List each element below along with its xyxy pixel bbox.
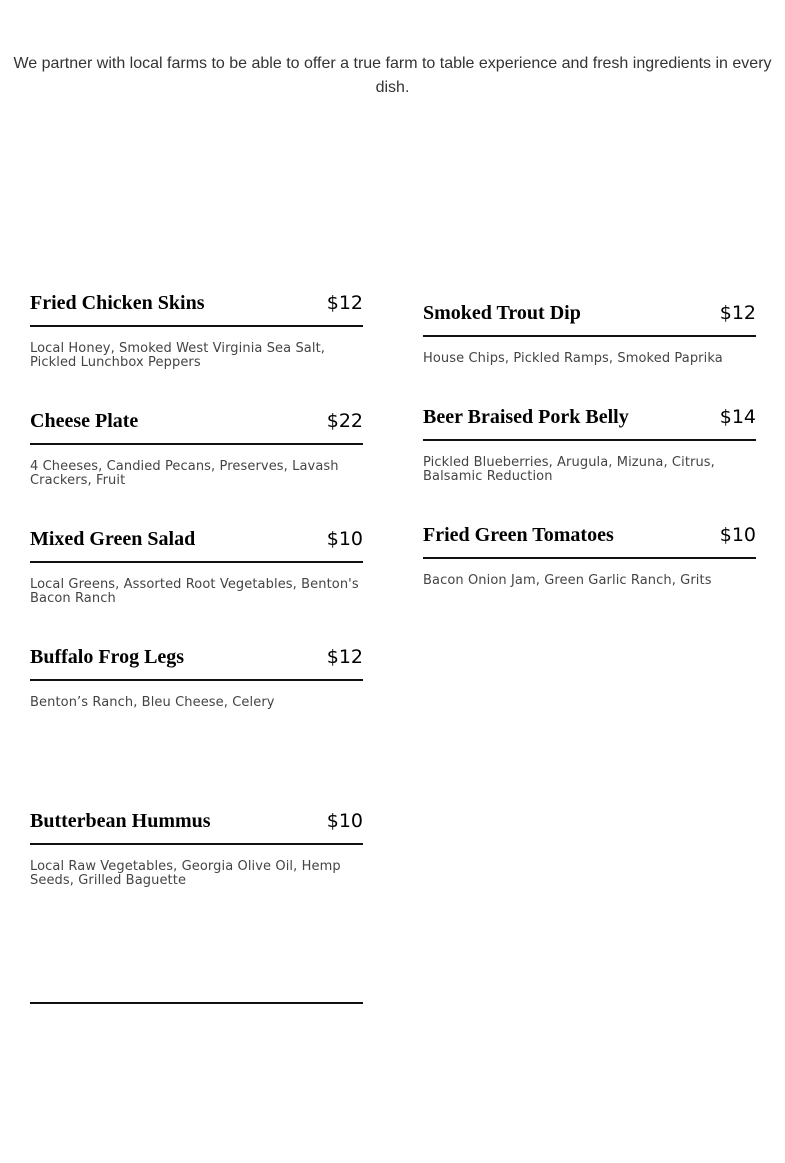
menu-item: [423, 301, 756, 366]
menu-item-header: [423, 301, 756, 337]
menu-item-header: [30, 809, 363, 845]
intro-text: We partner with local farms to be able to offer a true farm to table experience and fresh ingredients in every dish.: [13, 55, 772, 96]
menu-item-name: Cheese Plate: [30, 410, 139, 432]
menu-item-header: [30, 527, 363, 563]
menu-item-header: [423, 405, 756, 441]
menu-item-description: Local Greens, Assorted Root Vegetables, Benton's Bacon Ranch: [30, 577, 359, 606]
menu-item-description: 4 Cheeses, Candied Pecans, Preserves, Lavash Crackers, Fruit: [30, 459, 339, 488]
menu-item: [30, 809, 363, 888]
menu-item-header: [30, 291, 363, 327]
menu-item-name: Fried Chicken Skins: [30, 292, 205, 314]
menu-item-description: House Chips, Pickled Ramps, Smoked Paprika: [423, 351, 723, 366]
menu-item: [30, 527, 363, 606]
menu-item-name: Butterbean Hummus: [30, 810, 211, 832]
menu-item-description: Local Honey, Smoked West Virginia Sea Salt, Pickled Lunchbox Peppers: [30, 341, 326, 370]
menu-item-description: Pickled Blueberries, Arugula, Mizuna, Citrus, Balsamic Reduction: [423, 455, 715, 484]
menu-item-price: $12: [326, 646, 363, 668]
menu-item: [30, 291, 363, 370]
menu-item-price: $14: [719, 406, 756, 428]
menu-item-name: Smoked Trout Dip: [423, 302, 581, 324]
menu-item: [30, 409, 363, 488]
section-divider: [30, 1002, 363, 1004]
menu-item: [30, 645, 363, 710]
menu-item-description: Local Raw Vegetables, Georgia Olive Oil, Hemp Seeds, Grilled Baguette: [30, 859, 341, 888]
menu-item-price: $10: [719, 524, 756, 546]
menu-item-header: [30, 409, 363, 445]
menu-item-price: $10: [326, 810, 363, 832]
menu-item-price: $12: [719, 302, 756, 324]
menu-item-name: Buffalo Frog Legs: [30, 646, 185, 668]
menu-item-name: Fried Green Tomatoes: [423, 524, 614, 546]
menu-item-header: [30, 645, 363, 681]
menu-item: [423, 405, 756, 484]
menu-item-price: $12: [326, 292, 363, 314]
menu-item-description: Benton’s Ranch, Bleu Cheese, Celery: [30, 695, 275, 710]
menu-item-price: $22: [326, 410, 363, 432]
menu-item-price: $10: [326, 528, 363, 550]
menu-item-name: Mixed Green Salad: [30, 528, 196, 550]
menu-item-description: Bacon Onion Jam, Green Garlic Ranch, Grits: [423, 573, 712, 588]
menu-item-header: [423, 523, 756, 559]
menu-item-name: Beer Braised Pork Belly: [423, 406, 629, 428]
menu-item: [423, 523, 756, 588]
